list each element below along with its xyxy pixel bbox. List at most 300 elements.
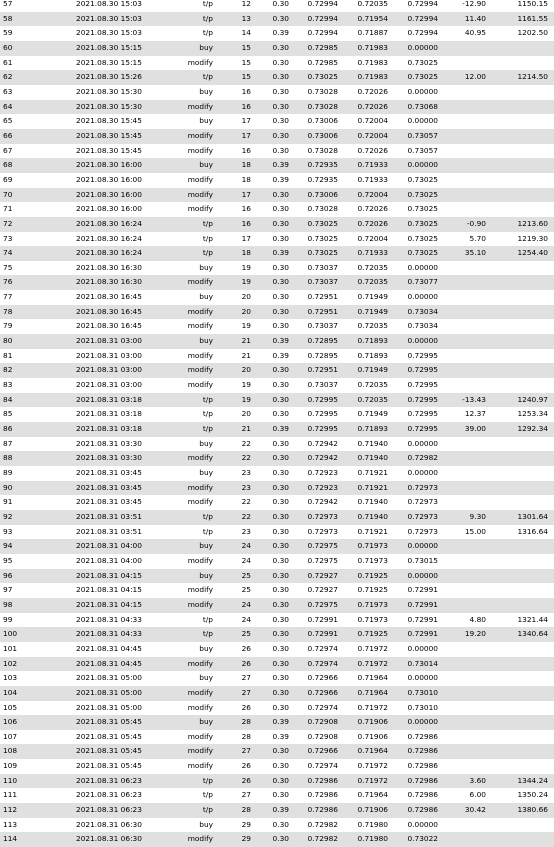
order-number-cell: 28 [216, 715, 254, 730]
trade-volume-cell: 0.30 [254, 495, 292, 510]
trade-price-cell: 0.72974 [292, 657, 341, 672]
stop-loss-cell: 0.71893 [341, 349, 391, 364]
trade-volume-cell: 0.30 [254, 539, 292, 554]
row-number-cell: 101 [0, 642, 76, 657]
account-balance-cell [489, 41, 554, 56]
trade-price-cell: 0.72951 [292, 305, 341, 320]
trade-price-cell: 0.73037 [292, 378, 341, 393]
table-row [0, 85, 554, 100]
trade-price-cell: 0.72935 [292, 158, 341, 173]
take-profit-cell: 0.72991 [391, 598, 441, 613]
order-number-cell: 26 [216, 774, 254, 789]
trade-volume-cell: 0.39 [254, 246, 292, 261]
trade-profit-cell [441, 100, 489, 115]
trade-time-cell: 2021.08.31 03:00 [76, 363, 172, 378]
trade-type-cell: t/p [172, 525, 216, 540]
table-row [0, 832, 554, 847]
account-balance-cell [489, 730, 554, 745]
trade-volume-cell: 0.30 [254, 437, 292, 452]
table-row [0, 26, 554, 41]
trade-time-cell: 2021.08.31 03:45 [76, 466, 172, 481]
order-number-cell: 24 [216, 598, 254, 613]
stop-loss-cell: 0.72026 [341, 100, 391, 115]
take-profit-cell: 0.73010 [391, 686, 441, 701]
stop-loss-cell: 0.71972 [341, 774, 391, 789]
trade-type-cell: modify [172, 349, 216, 364]
row-number-cell: 60 [0, 41, 76, 56]
row-number-cell: 106 [0, 715, 76, 730]
table-row [0, 803, 554, 818]
table-row [0, 715, 554, 730]
trade-profit-cell [441, 275, 489, 290]
trade-type-cell: t/p [172, 803, 216, 818]
trade-price-cell: 0.72973 [292, 525, 341, 540]
trade-time-cell: 2021.08.31 03:30 [76, 437, 172, 452]
trade-time-cell: 2021.08.31 03:18 [76, 407, 172, 422]
trade-time-cell: 2021.08.31 04:15 [76, 583, 172, 598]
stop-loss-cell: 0.72026 [341, 144, 391, 159]
row-number-cell: 111 [0, 788, 76, 803]
table-row [0, 188, 554, 203]
trade-profit-cell [441, 261, 489, 276]
trade-volume-cell: 0.30 [254, 701, 292, 716]
trade-type-cell: buy [172, 642, 216, 657]
trade-volume-cell: 0.30 [254, 188, 292, 203]
order-number-cell: 15 [216, 56, 254, 71]
trade-profit-cell [441, 569, 489, 584]
trade-type-cell: modify [172, 730, 216, 745]
order-number-cell: 16 [216, 217, 254, 232]
order-number-cell: 26 [216, 642, 254, 657]
table-row [0, 671, 554, 686]
account-balance-cell [489, 701, 554, 716]
trade-profit-cell [441, 85, 489, 100]
trade-price-cell: 0.73037 [292, 261, 341, 276]
row-number-cell: 68 [0, 158, 76, 173]
trade-volume-cell: 0.30 [254, 114, 292, 129]
table-row [0, 495, 554, 510]
order-number-cell: 28 [216, 803, 254, 818]
row-number-cell: 85 [0, 407, 76, 422]
row-number-cell: 107 [0, 730, 76, 745]
trade-type-cell: buy [172, 334, 216, 349]
order-number-cell: 16 [216, 85, 254, 100]
account-balance-cell [489, 657, 554, 672]
row-number-cell: 98 [0, 598, 76, 613]
take-profit-cell: 0.72991 [391, 613, 441, 628]
row-number-cell: 110 [0, 774, 76, 789]
order-number-cell: 27 [216, 788, 254, 803]
stop-loss-cell: 0.71893 [341, 334, 391, 349]
stop-loss-cell: 0.71964 [341, 788, 391, 803]
trade-type-cell: buy [172, 158, 216, 173]
take-profit-cell: 0.00000 [391, 290, 441, 305]
trade-profit-cell [441, 466, 489, 481]
take-profit-cell: 0.00000 [391, 85, 441, 100]
trade-time-cell: 2021.08.30 16:00 [76, 188, 172, 203]
trade-volume-cell: 0.30 [254, 510, 292, 525]
trade-volume-cell: 0.30 [254, 85, 292, 100]
row-number-cell: 79 [0, 319, 76, 334]
take-profit-cell: 0.72995 [391, 378, 441, 393]
trade-type-cell: buy [172, 715, 216, 730]
stop-loss-cell: 0.71973 [341, 613, 391, 628]
stop-loss-cell: 0.72026 [341, 202, 391, 217]
trade-volume-cell: 0.30 [254, 759, 292, 774]
trade-profit-cell: 5.70 [441, 232, 489, 247]
table-row [0, 217, 554, 232]
trade-volume-cell: 0.30 [254, 671, 292, 686]
trade-profit-cell [441, 319, 489, 334]
trade-type-cell: buy [172, 437, 216, 452]
take-profit-cell: 0.72986 [391, 788, 441, 803]
trade-type-cell: buy [172, 539, 216, 554]
trade-volume-cell: 0.30 [254, 583, 292, 598]
trade-volume-cell: 0.30 [254, 290, 292, 305]
take-profit-cell: 0.72986 [391, 803, 441, 818]
row-number-cell: 78 [0, 305, 76, 320]
trade-volume-cell: 0.39 [254, 173, 292, 188]
trade-price-cell: 0.72942 [292, 437, 341, 452]
trade-volume-cell: 0.30 [254, 466, 292, 481]
order-number-cell: 16 [216, 202, 254, 217]
trade-price-cell: 0.73025 [292, 246, 341, 261]
trade-time-cell: 2021.08.31 03:00 [76, 334, 172, 349]
trade-type-cell: modify [172, 759, 216, 774]
stop-loss-cell: 0.71906 [341, 715, 391, 730]
trade-price-cell: 0.73028 [292, 202, 341, 217]
trade-volume-cell: 0.30 [254, 788, 292, 803]
table-row [0, 569, 554, 584]
stop-loss-cell: 0.72035 [341, 0, 391, 12]
trade-price-cell: 0.72982 [292, 818, 341, 833]
trade-profit-cell: 4.80 [441, 613, 489, 628]
order-number-cell: 23 [216, 525, 254, 540]
trade-type-cell: buy [172, 85, 216, 100]
row-number-cell: 95 [0, 554, 76, 569]
account-balance-cell [489, 56, 554, 71]
trade-time-cell: 2021.08.31 04:00 [76, 554, 172, 569]
stop-loss-cell: 0.71925 [341, 569, 391, 584]
trade-volume-cell: 0.30 [254, 818, 292, 833]
trade-type-cell: modify [172, 657, 216, 672]
order-number-cell: 19 [216, 275, 254, 290]
trade-price-cell: 0.73028 [292, 100, 341, 115]
trade-profit-cell [441, 686, 489, 701]
trade-price-cell: 0.72995 [292, 407, 341, 422]
stop-loss-cell: 0.71983 [341, 56, 391, 71]
trade-profit-cell [441, 144, 489, 159]
account-balance-cell [489, 261, 554, 276]
trade-time-cell: 2021.08.30 15:03 [76, 12, 172, 27]
order-number-cell: 28 [216, 730, 254, 745]
trade-profit-cell: 15.00 [441, 525, 489, 540]
trade-price-cell: 0.73025 [292, 217, 341, 232]
trade-time-cell: 2021.08.31 06:30 [76, 832, 172, 847]
account-balance-cell [489, 158, 554, 173]
account-balance-cell: 1321.44 [489, 613, 554, 628]
take-profit-cell: 0.00000 [391, 41, 441, 56]
account-balance-cell [489, 569, 554, 584]
order-number-cell: 17 [216, 188, 254, 203]
order-number-cell: 20 [216, 363, 254, 378]
stop-loss-cell: 0.71973 [341, 598, 391, 613]
table-row [0, 510, 554, 525]
trade-type-cell: buy [172, 114, 216, 129]
row-number-cell: 91 [0, 495, 76, 510]
table-row [0, 701, 554, 716]
order-number-cell: 22 [216, 495, 254, 510]
trade-type-cell: modify [172, 451, 216, 466]
trade-volume-cell: 0.39 [254, 715, 292, 730]
trade-profit-cell [441, 202, 489, 217]
trade-volume-cell: 0.39 [254, 158, 292, 173]
trade-type-cell: t/p [172, 627, 216, 642]
trade-type-cell: buy [172, 290, 216, 305]
row-number-cell: 88 [0, 451, 76, 466]
trade-price-cell: 0.72942 [292, 451, 341, 466]
trade-time-cell: 2021.08.31 05:00 [76, 671, 172, 686]
trade-volume-cell: 0.30 [254, 774, 292, 789]
account-balance-cell: 1253.34 [489, 407, 554, 422]
account-balance-cell: 1292.34 [489, 422, 554, 437]
trade-volume-cell: 0.39 [254, 349, 292, 364]
account-balance-cell [489, 275, 554, 290]
table-row [0, 422, 554, 437]
order-number-cell: 27 [216, 686, 254, 701]
trade-type-cell: modify [172, 701, 216, 716]
order-number-cell: 17 [216, 232, 254, 247]
table-row [0, 525, 554, 540]
take-profit-cell: 0.72995 [391, 422, 441, 437]
order-number-cell: 19 [216, 378, 254, 393]
account-balance-cell [489, 451, 554, 466]
trade-price-cell: 0.72974 [292, 759, 341, 774]
trade-volume-cell: 0.30 [254, 70, 292, 85]
trade-volume-cell: 0.30 [254, 100, 292, 115]
order-number-cell: 26 [216, 701, 254, 716]
trade-type-cell: modify [172, 832, 216, 847]
trade-time-cell: 2021.08.30 16:45 [76, 319, 172, 334]
table-row [0, 129, 554, 144]
table-row [0, 12, 554, 27]
trade-price-cell: 0.73006 [292, 114, 341, 129]
take-profit-cell: 0.72973 [391, 481, 441, 496]
stop-loss-cell: 0.71972 [341, 701, 391, 716]
order-number-cell: 12 [216, 0, 254, 12]
trade-time-cell: 2021.08.31 04:15 [76, 598, 172, 613]
take-profit-cell: 0.00000 [391, 569, 441, 584]
trade-price-cell: 0.72986 [292, 788, 341, 803]
table-row [0, 100, 554, 115]
trade-profit-cell [441, 158, 489, 173]
trade-volume-cell: 0.39 [254, 26, 292, 41]
trade-type-cell: t/p [172, 0, 216, 12]
stop-loss-cell: 0.71949 [341, 407, 391, 422]
table-row [0, 144, 554, 159]
row-number-cell: 105 [0, 701, 76, 716]
row-number-cell: 74 [0, 246, 76, 261]
take-profit-cell: 0.72991 [391, 627, 441, 642]
row-number-cell: 70 [0, 188, 76, 203]
order-number-cell: 23 [216, 481, 254, 496]
take-profit-cell: 0.72995 [391, 349, 441, 364]
trade-type-cell: modify [172, 686, 216, 701]
trade-time-cell: 2021.08.31 03:51 [76, 510, 172, 525]
trade-volume-cell: 0.30 [254, 305, 292, 320]
trade-type-cell: modify [172, 481, 216, 496]
order-number-cell: 26 [216, 657, 254, 672]
trade-price-cell: 0.72991 [292, 627, 341, 642]
stop-loss-cell: 0.71921 [341, 481, 391, 496]
order-number-cell: 18 [216, 158, 254, 173]
table-row [0, 158, 554, 173]
account-balance-cell [489, 144, 554, 159]
trade-profit-cell [441, 715, 489, 730]
order-number-cell: 13 [216, 12, 254, 27]
order-number-cell: 20 [216, 290, 254, 305]
trade-volume-cell: 0.30 [254, 627, 292, 642]
table-row [0, 583, 554, 598]
trade-profit-cell: 9.30 [441, 510, 489, 525]
trade-price-cell: 0.73028 [292, 85, 341, 100]
trade-type-cell: modify [172, 378, 216, 393]
trade-type-cell: modify [172, 144, 216, 159]
trade-profit-cell: -13.43 [441, 393, 489, 408]
trade-time-cell: 2021.08.30 15:45 [76, 144, 172, 159]
order-number-cell: 21 [216, 334, 254, 349]
trade-time-cell: 2021.08.31 06:23 [76, 774, 172, 789]
table-row [0, 275, 554, 290]
trade-type-cell: t/p [172, 70, 216, 85]
row-number-cell: 81 [0, 349, 76, 364]
take-profit-cell: 0.73015 [391, 554, 441, 569]
trade-price-cell: 0.73037 [292, 319, 341, 334]
trade-price-cell: 0.72973 [292, 510, 341, 525]
trade-profit-cell [441, 378, 489, 393]
trade-price-cell: 0.72951 [292, 290, 341, 305]
stop-loss-cell: 0.72004 [341, 114, 391, 129]
stop-loss-cell: 0.71964 [341, 686, 391, 701]
trade-price-cell: 0.72951 [292, 363, 341, 378]
trade-profit-cell [441, 290, 489, 305]
stop-loss-cell: 0.71964 [341, 671, 391, 686]
table-row [0, 774, 554, 789]
trade-profit-cell [441, 730, 489, 745]
order-number-cell: 24 [216, 554, 254, 569]
stop-loss-cell: 0.71906 [341, 730, 391, 745]
trade-time-cell: 2021.08.30 15:03 [76, 26, 172, 41]
order-number-cell: 19 [216, 261, 254, 276]
stop-loss-cell: 0.72004 [341, 232, 391, 247]
account-balance-cell [489, 100, 554, 115]
trade-profit-cell: 40.95 [441, 26, 489, 41]
stop-loss-cell: 0.71906 [341, 803, 391, 818]
trade-time-cell: 2021.08.31 05:45 [76, 715, 172, 730]
trade-time-cell: 2021.08.31 03:18 [76, 422, 172, 437]
take-profit-cell: 0.73057 [391, 144, 441, 159]
trade-time-cell: 2021.08.31 03:00 [76, 378, 172, 393]
trade-time-cell: 2021.08.31 05:45 [76, 730, 172, 745]
row-number-cell: 80 [0, 334, 76, 349]
take-profit-cell: 0.73025 [391, 173, 441, 188]
stop-loss-cell: 0.71940 [341, 451, 391, 466]
trade-price-cell: 0.72974 [292, 701, 341, 716]
trade-volume-cell: 0.30 [254, 525, 292, 540]
account-balance-cell [489, 319, 554, 334]
order-number-cell: 24 [216, 539, 254, 554]
row-number-cell: 59 [0, 26, 76, 41]
order-number-cell: 19 [216, 393, 254, 408]
trade-volume-cell: 0.30 [254, 12, 292, 27]
trade-volume-cell: 0.39 [254, 730, 292, 745]
stop-loss-cell: 0.71949 [341, 305, 391, 320]
account-balance-cell [489, 554, 554, 569]
stop-loss-cell: 0.71949 [341, 363, 391, 378]
trade-type-cell: t/p [172, 12, 216, 27]
take-profit-cell: 0.72994 [391, 26, 441, 41]
account-balance-cell [489, 583, 554, 598]
stop-loss-cell: 0.72004 [341, 188, 391, 203]
trade-time-cell: 2021.08.31 04:45 [76, 642, 172, 657]
trade-type-cell: t/p [172, 613, 216, 628]
trade-type-cell: modify [172, 554, 216, 569]
account-balance-cell [489, 290, 554, 305]
trade-price-cell: 0.73025 [292, 70, 341, 85]
trade-price-cell: 0.73037 [292, 275, 341, 290]
order-number-cell: 14 [216, 26, 254, 41]
trade-volume-cell: 0.30 [254, 657, 292, 672]
stop-loss-cell: 0.71940 [341, 437, 391, 452]
trade-volume-cell: 0.30 [254, 363, 292, 378]
trade-type-cell: buy [172, 818, 216, 833]
take-profit-cell: 0.00000 [391, 334, 441, 349]
take-profit-cell: 0.00000 [391, 818, 441, 833]
table-row [0, 0, 554, 12]
account-balance-cell: 1350.24 [489, 788, 554, 803]
order-number-cell: 19 [216, 319, 254, 334]
trade-type-cell: modify [172, 363, 216, 378]
trade-type-cell: t/p [172, 774, 216, 789]
trade-volume-cell: 0.30 [254, 451, 292, 466]
table-row [0, 481, 554, 496]
trade-type-cell: t/p [172, 393, 216, 408]
row-number-cell: 100 [0, 627, 76, 642]
take-profit-cell: 0.00000 [391, 466, 441, 481]
trade-type-cell: t/p [172, 217, 216, 232]
take-profit-cell: 0.73025 [391, 188, 441, 203]
take-profit-cell: 0.73014 [391, 657, 441, 672]
trade-time-cell: 2021.08.31 03:00 [76, 349, 172, 364]
table-row [0, 41, 554, 56]
table-row [0, 319, 554, 334]
stop-loss-cell: 0.71887 [341, 26, 391, 41]
table-row [0, 261, 554, 276]
row-number-cell: 86 [0, 422, 76, 437]
take-profit-cell: 0.72991 [391, 583, 441, 598]
row-number-cell: 72 [0, 217, 76, 232]
table-row [0, 627, 554, 642]
account-balance-cell [489, 832, 554, 847]
stop-loss-cell: 0.72026 [341, 217, 391, 232]
order-number-cell: 29 [216, 832, 254, 847]
order-number-cell: 22 [216, 437, 254, 452]
stop-loss-cell: 0.71972 [341, 642, 391, 657]
trade-time-cell: 2021.08.30 15:45 [76, 114, 172, 129]
table-row [0, 744, 554, 759]
trade-type-cell: modify [172, 744, 216, 759]
trade-profit-cell [441, 554, 489, 569]
